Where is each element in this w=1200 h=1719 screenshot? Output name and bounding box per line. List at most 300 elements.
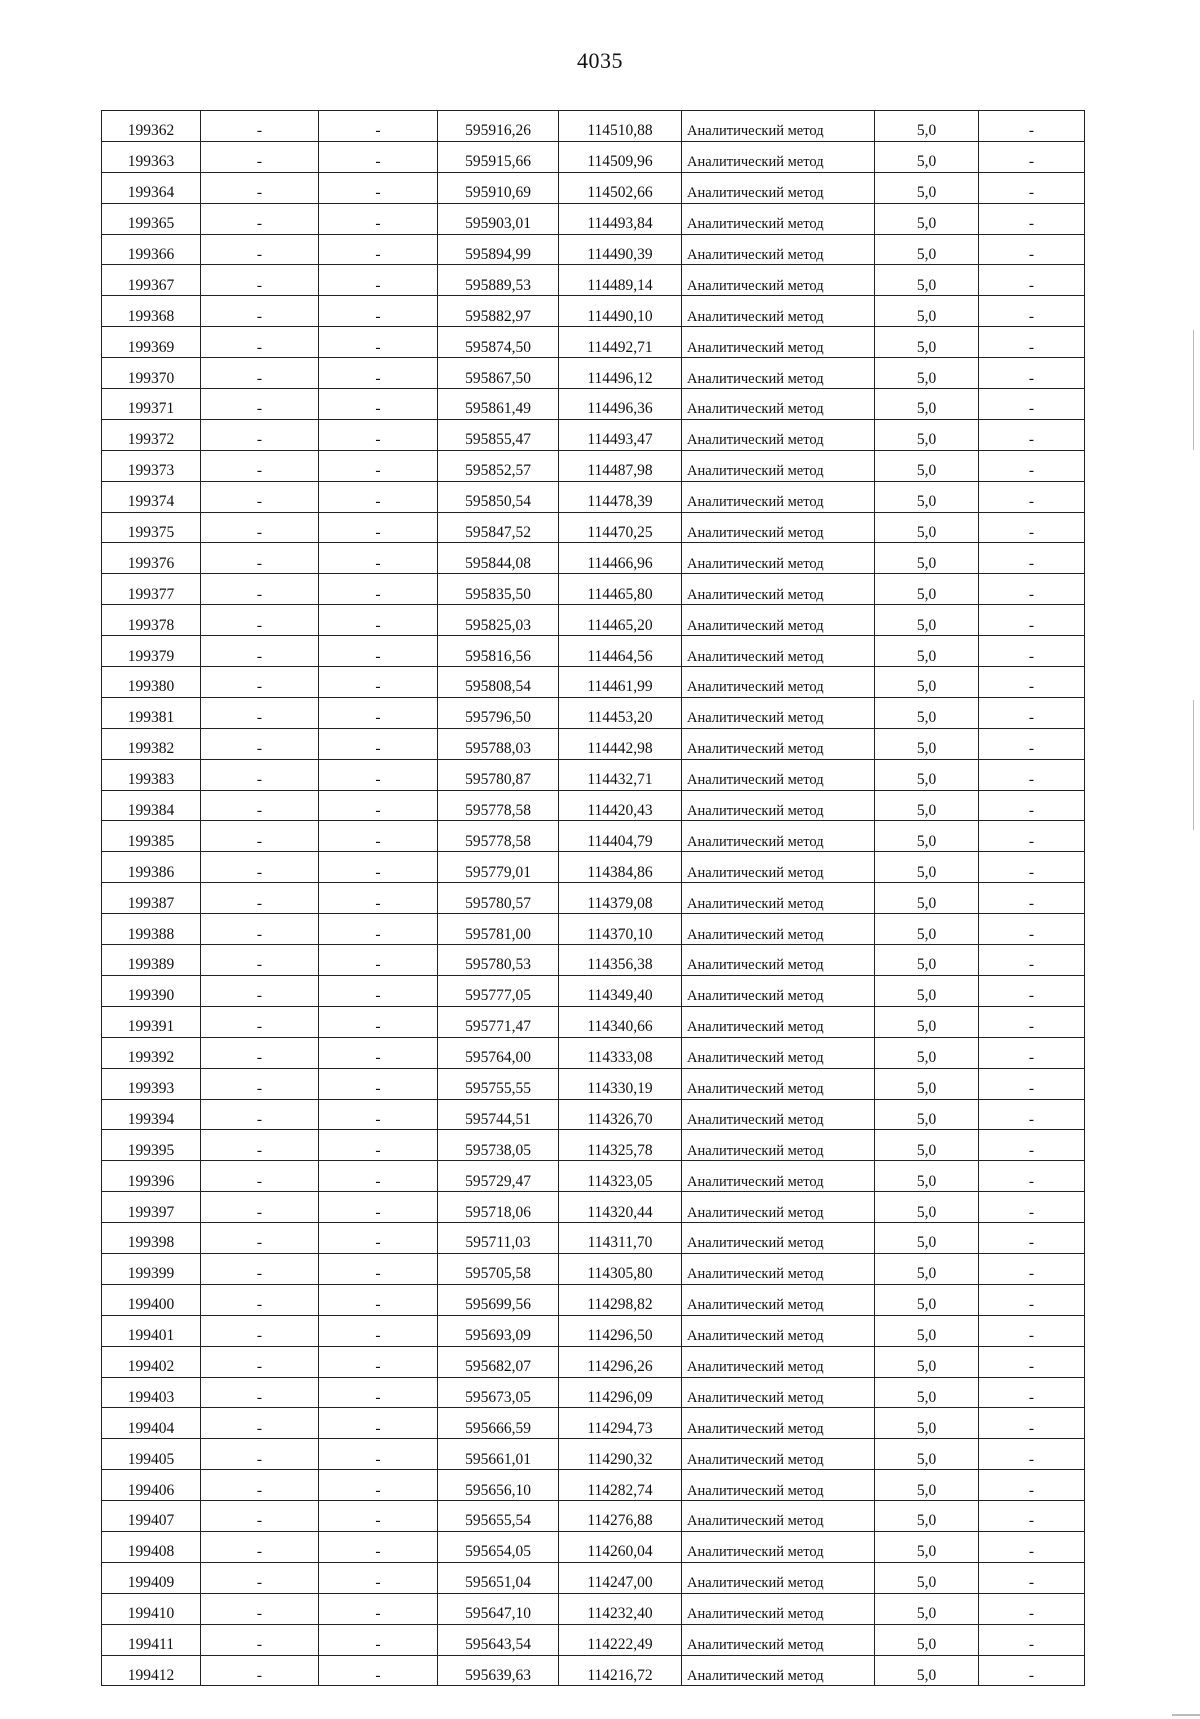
dash-cell: - [319, 697, 438, 728]
table-row [102, 975, 1085, 1006]
table-row [102, 790, 1085, 821]
dash-cell: - [979, 1161, 1085, 1192]
dash-cell: - [201, 1006, 319, 1037]
y-coordinate: 114432,71 [559, 759, 682, 790]
dash-cell: - [979, 883, 1085, 914]
y-coordinate: 114496,36 [559, 389, 682, 420]
point-number: 199384 [102, 790, 201, 821]
table-row [102, 327, 1085, 358]
dash-cell: - [979, 914, 1085, 945]
dash-cell: - [201, 481, 319, 512]
table-row [102, 574, 1085, 605]
dash-cell: - [201, 790, 319, 821]
x-coordinate: 595656,10 [438, 1470, 559, 1501]
dash-cell: - [201, 667, 319, 698]
dash-cell: - [979, 1624, 1085, 1655]
dash-cell: - [979, 1655, 1085, 1686]
point-number: 199362 [102, 111, 201, 142]
method: Аналитический метод [682, 1161, 875, 1192]
y-coordinate: 114282,74 [559, 1470, 682, 1501]
dash-cell: - [979, 574, 1085, 605]
point-number: 199363 [102, 141, 201, 172]
point-number: 199372 [102, 419, 201, 450]
x-coordinate: 595738,05 [438, 1130, 559, 1161]
y-coordinate: 114464,56 [559, 636, 682, 667]
dash-cell: - [201, 234, 319, 265]
dash-cell: - [201, 975, 319, 1006]
y-coordinate: 114290,32 [559, 1439, 682, 1470]
method: Аналитический метод [682, 1655, 875, 1686]
method: Аналитический метод [682, 1284, 875, 1315]
dash-cell: - [201, 358, 319, 389]
x-coordinate: 595771,47 [438, 1006, 559, 1037]
dash-cell: - [319, 945, 438, 976]
y-coordinate: 114510,88 [559, 111, 682, 142]
dash-cell: - [319, 667, 438, 698]
table-row [102, 1068, 1085, 1099]
x-coordinate: 595816,56 [438, 636, 559, 667]
table-row [102, 296, 1085, 327]
accuracy: 5,0 [875, 450, 979, 481]
y-coordinate: 114490,10 [559, 296, 682, 327]
x-coordinate: 595661,01 [438, 1439, 559, 1470]
dash-cell: - [319, 1470, 438, 1501]
dash-cell: - [201, 1593, 319, 1624]
table-row [102, 1099, 1085, 1130]
point-number: 199367 [102, 265, 201, 296]
dash-cell: - [201, 389, 319, 420]
y-coordinate: 114330,19 [559, 1068, 682, 1099]
dash-cell: - [319, 358, 438, 389]
accuracy: 5,0 [875, 883, 979, 914]
dash-cell: - [319, 574, 438, 605]
dash-cell: - [201, 1439, 319, 1470]
x-coordinate: 595882,97 [438, 296, 559, 327]
accuracy: 5,0 [875, 852, 979, 883]
x-coordinate: 595910,69 [438, 172, 559, 203]
table-row [102, 543, 1085, 574]
accuracy: 5,0 [875, 1253, 979, 1284]
dash-cell: - [979, 1562, 1085, 1593]
dash-cell: - [319, 759, 438, 790]
point-number: 199375 [102, 512, 201, 543]
y-coordinate: 114492,71 [559, 327, 682, 358]
dash-cell: - [979, 1068, 1085, 1099]
accuracy: 5,0 [875, 574, 979, 605]
method: Аналитический метод [682, 636, 875, 667]
accuracy: 5,0 [875, 790, 979, 821]
y-coordinate: 114509,96 [559, 141, 682, 172]
method: Аналитический метод [682, 389, 875, 420]
dash-cell: - [201, 1315, 319, 1346]
method: Аналитический метод [682, 883, 875, 914]
table-row [102, 450, 1085, 481]
dash-cell: - [319, 1315, 438, 1346]
table-row [102, 1593, 1085, 1624]
dash-cell: - [319, 296, 438, 327]
y-coordinate: 114461,99 [559, 667, 682, 698]
dash-cell: - [319, 1562, 438, 1593]
table-row [102, 481, 1085, 512]
point-number: 199410 [102, 1593, 201, 1624]
y-coordinate: 114232,40 [559, 1593, 682, 1624]
accuracy: 5,0 [875, 1099, 979, 1130]
dash-cell: - [979, 697, 1085, 728]
method: Аналитический метод [682, 203, 875, 234]
dash-cell: - [319, 975, 438, 1006]
method: Аналитический метод [682, 1346, 875, 1377]
method: Аналитический метод [682, 605, 875, 636]
x-coordinate: 595844,08 [438, 543, 559, 574]
dash-cell: - [319, 1099, 438, 1130]
y-coordinate: 114379,08 [559, 883, 682, 914]
point-number: 199378 [102, 605, 201, 636]
dash-cell: - [319, 481, 438, 512]
table-row [102, 852, 1085, 883]
x-coordinate: 595796,50 [438, 697, 559, 728]
dash-cell: - [979, 419, 1085, 450]
accuracy: 5,0 [875, 512, 979, 543]
table-row [102, 636, 1085, 667]
point-number: 199403 [102, 1377, 201, 1408]
point-number: 199401 [102, 1315, 201, 1346]
dash-cell: - [979, 1470, 1085, 1501]
dash-cell: - [319, 1439, 438, 1470]
x-coordinate: 595874,50 [438, 327, 559, 358]
dash-cell: - [979, 141, 1085, 172]
accuracy: 5,0 [875, 1439, 979, 1470]
dash-cell: - [201, 1099, 319, 1130]
table-row [102, 1624, 1085, 1655]
dash-cell: - [979, 1037, 1085, 1068]
y-coordinate: 114320,44 [559, 1192, 682, 1223]
dash-cell: - [201, 265, 319, 296]
accuracy: 5,0 [875, 1501, 979, 1532]
method: Аналитический метод [682, 821, 875, 852]
dash-cell: - [979, 667, 1085, 698]
point-number: 199408 [102, 1531, 201, 1562]
method: Аналитический метод [682, 512, 875, 543]
dash-cell: - [201, 327, 319, 358]
y-coordinate: 114470,25 [559, 512, 682, 543]
dash-cell: - [201, 1253, 319, 1284]
accuracy: 5,0 [875, 605, 979, 636]
method: Аналитический метод [682, 1377, 875, 1408]
table-row [102, 821, 1085, 852]
point-number: 199394 [102, 1099, 201, 1130]
point-number: 199369 [102, 327, 201, 358]
method: Аналитический метод [682, 1192, 875, 1223]
table-row [102, 605, 1085, 636]
x-coordinate: 595903,01 [438, 203, 559, 234]
dash-cell: - [319, 1284, 438, 1315]
method: Аналитический метод [682, 790, 875, 821]
y-coordinate: 114323,05 [559, 1161, 682, 1192]
x-coordinate: 595693,09 [438, 1315, 559, 1346]
dash-cell: - [979, 203, 1085, 234]
y-coordinate: 114420,43 [559, 790, 682, 821]
y-coordinate: 114326,70 [559, 1099, 682, 1130]
dash-cell: - [979, 1253, 1085, 1284]
table-row [102, 1439, 1085, 1470]
accuracy: 5,0 [875, 945, 979, 976]
method: Аналитический метод [682, 450, 875, 481]
dash-cell: - [979, 728, 1085, 759]
accuracy: 5,0 [875, 296, 979, 327]
y-coordinate: 114404,79 [559, 821, 682, 852]
x-coordinate: 595729,47 [438, 1161, 559, 1192]
table-row [102, 419, 1085, 450]
dash-cell: - [979, 1593, 1085, 1624]
dash-cell: - [979, 1192, 1085, 1223]
dash-cell: - [319, 821, 438, 852]
x-coordinate: 595855,47 [438, 419, 559, 450]
table-row [102, 1377, 1085, 1408]
method: Аналитический метод [682, 914, 875, 945]
point-number: 199395 [102, 1130, 201, 1161]
accuracy: 5,0 [875, 265, 979, 296]
y-coordinate: 114489,14 [559, 265, 682, 296]
dash-cell: - [201, 296, 319, 327]
x-coordinate: 595682,07 [438, 1346, 559, 1377]
point-number: 199389 [102, 945, 201, 976]
y-coordinate: 114294,73 [559, 1408, 682, 1439]
method: Аналитический метод [682, 574, 875, 605]
x-coordinate: 595852,57 [438, 450, 559, 481]
accuracy: 5,0 [875, 1655, 979, 1686]
dash-cell: - [319, 203, 438, 234]
dash-cell: - [201, 697, 319, 728]
dash-cell: - [319, 1253, 438, 1284]
accuracy: 5,0 [875, 697, 979, 728]
accuracy: 5,0 [875, 1284, 979, 1315]
method: Аналитический метод [682, 234, 875, 265]
dash-cell: - [319, 1192, 438, 1223]
x-coordinate: 595655,54 [438, 1501, 559, 1532]
accuracy: 5,0 [875, 1531, 979, 1562]
accuracy: 5,0 [875, 1593, 979, 1624]
table-row [102, 945, 1085, 976]
point-number: 199402 [102, 1346, 201, 1377]
dash-cell: - [319, 1130, 438, 1161]
y-coordinate: 114502,66 [559, 172, 682, 203]
accuracy: 5,0 [875, 203, 979, 234]
x-coordinate: 595654,05 [438, 1531, 559, 1562]
y-coordinate: 114296,50 [559, 1315, 682, 1346]
accuracy: 5,0 [875, 1130, 979, 1161]
point-number: 199409 [102, 1562, 201, 1593]
accuracy: 5,0 [875, 975, 979, 1006]
table-body [102, 111, 1085, 1686]
scan-edge-mark [1172, 1714, 1200, 1716]
dash-cell: - [201, 512, 319, 543]
y-coordinate: 114260,04 [559, 1531, 682, 1562]
page-number: 4035 [577, 48, 623, 73]
x-coordinate: 595788,03 [438, 728, 559, 759]
accuracy: 5,0 [875, 636, 979, 667]
y-coordinate: 114490,39 [559, 234, 682, 265]
table-row [102, 172, 1085, 203]
dash-cell: - [979, 605, 1085, 636]
dash-cell: - [979, 852, 1085, 883]
x-coordinate: 595778,58 [438, 821, 559, 852]
table-row [102, 1006, 1085, 1037]
dash-cell: - [201, 141, 319, 172]
dash-cell: - [201, 1223, 319, 1254]
table-row [102, 1037, 1085, 1068]
method: Аналитический метод [682, 172, 875, 203]
table-row [102, 389, 1085, 420]
dash-cell: - [319, 728, 438, 759]
method: Аналитический метод [682, 111, 875, 142]
x-coordinate: 595744,51 [438, 1099, 559, 1130]
method: Аналитический метод [682, 1593, 875, 1624]
point-number: 199390 [102, 975, 201, 1006]
dash-cell: - [201, 821, 319, 852]
dash-cell: - [979, 790, 1085, 821]
method: Аналитический метод [682, 265, 875, 296]
dash-cell: - [201, 450, 319, 481]
y-coordinate: 114466,96 [559, 543, 682, 574]
y-coordinate: 114453,20 [559, 697, 682, 728]
y-coordinate: 114496,12 [559, 358, 682, 389]
accuracy: 5,0 [875, 1223, 979, 1254]
accuracy: 5,0 [875, 1161, 979, 1192]
method: Аналитический метод [682, 1408, 875, 1439]
dash-cell: - [319, 1501, 438, 1532]
dash-cell: - [979, 1284, 1085, 1315]
table-row [102, 141, 1085, 172]
x-coordinate: 595780,87 [438, 759, 559, 790]
x-coordinate: 595699,56 [438, 1284, 559, 1315]
method: Аналитический метод [682, 1470, 875, 1501]
y-coordinate: 114493,84 [559, 203, 682, 234]
table-row [102, 697, 1085, 728]
dash-cell: - [979, 1223, 1085, 1254]
dash-cell: - [979, 1099, 1085, 1130]
dash-cell: - [319, 172, 438, 203]
y-coordinate: 114296,26 [559, 1346, 682, 1377]
dash-cell: - [201, 728, 319, 759]
dash-cell: - [979, 759, 1085, 790]
dash-cell: - [201, 1037, 319, 1068]
y-coordinate: 114305,80 [559, 1253, 682, 1284]
table-row [102, 234, 1085, 265]
dash-cell: - [979, 543, 1085, 574]
dash-cell: - [979, 512, 1085, 543]
dash-cell: - [201, 1068, 319, 1099]
dash-cell: - [201, 1192, 319, 1223]
y-coordinate: 114325,78 [559, 1130, 682, 1161]
x-coordinate: 595764,00 [438, 1037, 559, 1068]
dash-cell: - [319, 636, 438, 667]
point-number: 199370 [102, 358, 201, 389]
y-coordinate: 114465,80 [559, 574, 682, 605]
dash-cell: - [201, 636, 319, 667]
dash-cell: - [979, 1501, 1085, 1532]
dash-cell: - [201, 172, 319, 203]
y-coordinate: 114247,00 [559, 1562, 682, 1593]
method: Аналитический метод [682, 759, 875, 790]
x-coordinate: 595847,52 [438, 512, 559, 543]
method: Аналитический метод [682, 141, 875, 172]
accuracy: 5,0 [875, 1408, 979, 1439]
y-coordinate: 114356,38 [559, 945, 682, 976]
dash-cell: - [979, 821, 1085, 852]
point-number: 199392 [102, 1037, 201, 1068]
y-coordinate: 114276,88 [559, 1501, 682, 1532]
point-number: 199406 [102, 1470, 201, 1501]
dash-cell: - [201, 111, 319, 142]
dash-cell: - [319, 234, 438, 265]
method: Аналитический метод [682, 1099, 875, 1130]
point-number: 199385 [102, 821, 201, 852]
accuracy: 5,0 [875, 172, 979, 203]
method: Аналитический метод [682, 1439, 875, 1470]
dash-cell: - [979, 358, 1085, 389]
dash-cell: - [201, 574, 319, 605]
dash-cell: - [201, 852, 319, 883]
table-row [102, 914, 1085, 945]
table-row [102, 667, 1085, 698]
point-number: 199376 [102, 543, 201, 574]
point-number: 199396 [102, 1161, 201, 1192]
method: Аналитический метод [682, 1037, 875, 1068]
dash-cell: - [319, 265, 438, 296]
table-row [102, 1346, 1085, 1377]
dash-cell: - [979, 1408, 1085, 1439]
x-coordinate: 595808,54 [438, 667, 559, 698]
accuracy: 5,0 [875, 389, 979, 420]
table-row [102, 1130, 1085, 1161]
point-number: 199371 [102, 389, 201, 420]
dash-cell: - [201, 605, 319, 636]
accuracy: 5,0 [875, 667, 979, 698]
point-number: 199383 [102, 759, 201, 790]
accuracy: 5,0 [875, 1377, 979, 1408]
point-number: 199405 [102, 1439, 201, 1470]
dash-cell: - [319, 1593, 438, 1624]
x-coordinate: 595781,00 [438, 914, 559, 945]
table-row [102, 512, 1085, 543]
accuracy: 5,0 [875, 821, 979, 852]
dash-cell: - [979, 975, 1085, 1006]
point-number: 199377 [102, 574, 201, 605]
accuracy: 5,0 [875, 481, 979, 512]
dash-cell: - [201, 914, 319, 945]
x-coordinate: 595778,58 [438, 790, 559, 821]
method: Аналитический метод [682, 975, 875, 1006]
dash-cell: - [979, 265, 1085, 296]
table-row [102, 1192, 1085, 1223]
x-coordinate: 595639,63 [438, 1655, 559, 1686]
table-row [102, 1315, 1085, 1346]
accuracy: 5,0 [875, 1006, 979, 1037]
y-coordinate: 114478,39 [559, 481, 682, 512]
method: Аналитический метод [682, 296, 875, 327]
scan-edge-mark [1193, 700, 1194, 830]
x-coordinate: 595894,99 [438, 234, 559, 265]
dash-cell: - [201, 1284, 319, 1315]
dash-cell: - [979, 1346, 1085, 1377]
scan-edge-mark [1193, 330, 1194, 450]
dash-cell: - [201, 945, 319, 976]
method: Аналитический метод [682, 945, 875, 976]
point-number: 199400 [102, 1284, 201, 1315]
y-coordinate: 114298,82 [559, 1284, 682, 1315]
table-row [102, 728, 1085, 759]
dash-cell: - [201, 1130, 319, 1161]
